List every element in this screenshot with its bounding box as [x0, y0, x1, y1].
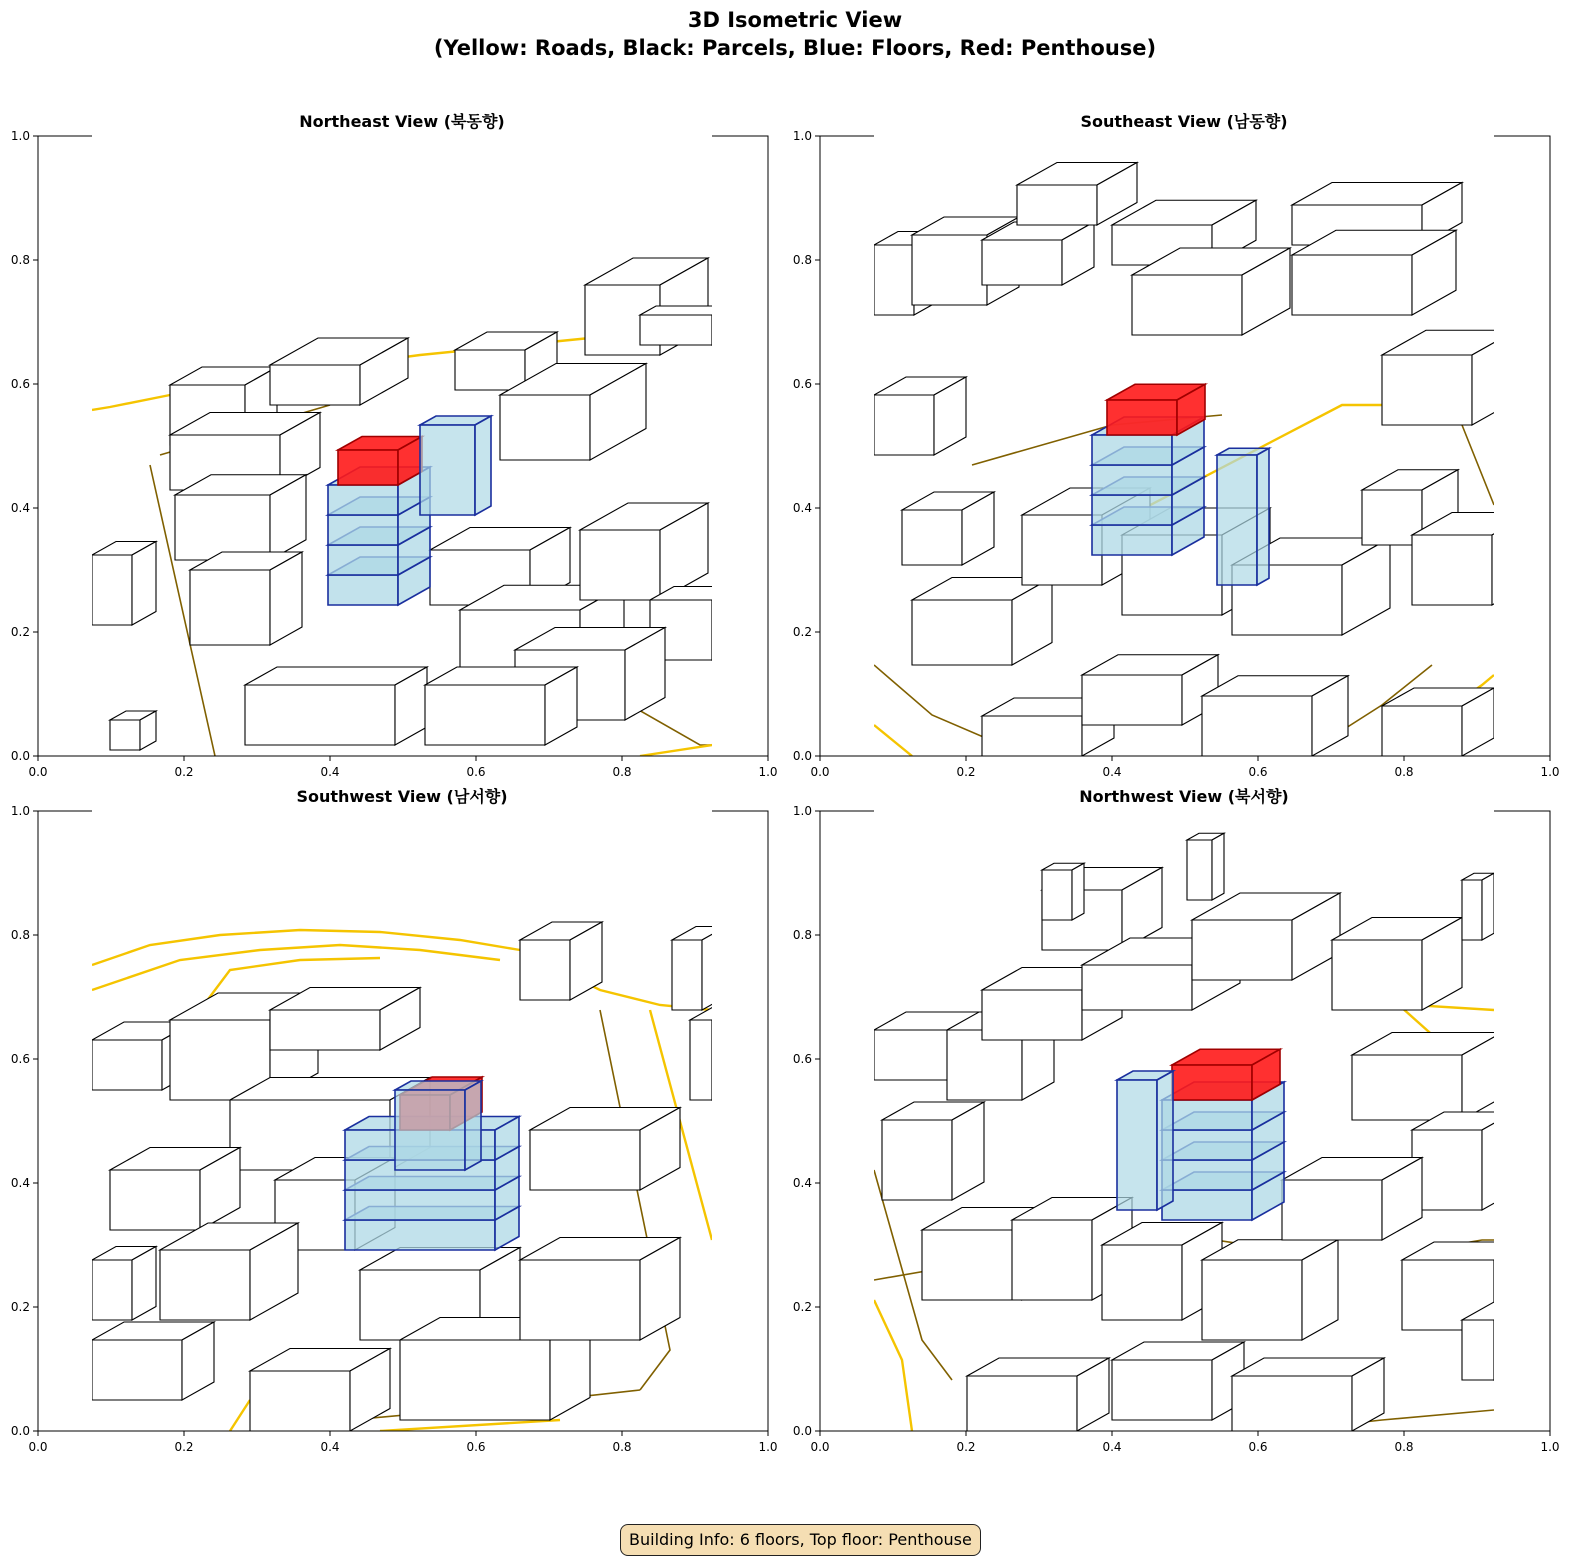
y-tick-label: 0.6	[792, 377, 812, 391]
parcel-block-top	[640, 306, 728, 315]
parcel-block-front	[520, 940, 570, 1000]
parcel-block	[874, 377, 966, 455]
panel-northeast-svg	[0, 105, 782, 785]
parcel-block	[967, 1358, 1109, 1431]
penthouse-front	[1107, 400, 1177, 435]
parcel-block-front	[1202, 696, 1312, 756]
parcel-block-front	[270, 365, 360, 405]
parcel-block	[882, 1102, 984, 1200]
parcel-block-side	[712, 306, 728, 345]
parcel-block	[1282, 1158, 1422, 1241]
x-tick-label: 0.8	[612, 765, 632, 779]
parcel-block-front	[1412, 535, 1492, 605]
road-line	[230, 1400, 250, 1431]
parcel-block	[270, 988, 420, 1051]
parcel-block-front	[92, 555, 132, 625]
parcel-block-front	[500, 395, 590, 460]
parcel-block	[902, 492, 994, 565]
parcel-block	[1412, 513, 1532, 606]
parcel-block	[110, 711, 156, 750]
y-tick-label: 0.2	[792, 1300, 812, 1314]
panel-northeast	[0, 105, 782, 785]
parcel-block	[175, 475, 306, 560]
figure-title-line1: 3D Isometric View	[687, 8, 903, 32]
parcel-block-front	[1112, 1360, 1212, 1420]
road-line	[640, 745, 712, 756]
y-tick-label: 0.8	[792, 253, 812, 267]
panel-northwest	[782, 780, 1564, 1460]
figure-title-line2: (Yellow: Roads, Black: Parcels, Blue: Floors, Red: Penthouse)	[433, 36, 1157, 60]
parcel-block	[672, 927, 726, 1011]
y-tick-label: 0.4	[10, 1176, 30, 1190]
parcel-block	[190, 552, 302, 645]
floor-slab	[395, 1081, 481, 1170]
panel-southwest	[0, 780, 782, 1460]
road-line	[92, 945, 500, 990]
parcel-block-front	[982, 240, 1062, 285]
y-tick-label: 1.0	[792, 129, 812, 143]
parcel-block	[250, 1349, 390, 1432]
parcel-block-front	[1282, 1180, 1382, 1240]
parcel-block	[160, 1223, 298, 1320]
parcel-block-top	[1402, 1242, 1526, 1260]
floor-slab-front	[1092, 525, 1172, 555]
parcel-block-top	[672, 927, 726, 941]
scene	[874, 833, 1526, 1431]
floor-slab	[1117, 1071, 1173, 1210]
parcel-block-front	[1332, 940, 1422, 1010]
y-tick-label: 0.0	[10, 1424, 30, 1438]
road-line	[1462, 425, 1494, 505]
parcel-block-front	[902, 510, 962, 565]
parcel-block	[1382, 330, 1516, 425]
parcel-block-side	[1494, 1302, 1526, 1380]
y-tick-label: 0.6	[10, 377, 30, 391]
parcel-block	[1202, 1240, 1338, 1340]
floor-slab	[1217, 448, 1269, 585]
road-line	[380, 1420, 560, 1431]
floor-slab-front	[395, 1090, 465, 1170]
parcel-block	[1132, 248, 1290, 335]
floor-slab-front	[1092, 435, 1172, 465]
x-tick-label: 0.0	[28, 765, 48, 779]
x-tick-label: 0.0	[810, 1440, 830, 1454]
x-tick-label: 0.4	[1102, 1440, 1122, 1454]
y-tick-label: 0.8	[10, 253, 30, 267]
parcel-block	[520, 922, 602, 1000]
parcel-block-front	[967, 1376, 1077, 1431]
parcel-block-front	[110, 1170, 200, 1230]
y-tick-label: 0.2	[792, 625, 812, 639]
x-tick-label: 0.0	[28, 1440, 48, 1454]
x-tick-label: 0.8	[1394, 1440, 1414, 1454]
parcel-block-front	[400, 1340, 550, 1420]
parcel-block	[245, 667, 427, 745]
parcel-block	[1412, 1112, 1514, 1210]
parcel-block-side	[1492, 513, 1532, 606]
x-tick-label: 1.0	[1540, 1440, 1560, 1454]
y-tick-label: 0.4	[792, 1176, 812, 1190]
parcel-block-front	[982, 716, 1082, 756]
parcel-block-front	[92, 1260, 132, 1320]
x-tick-label: 0.2	[956, 765, 976, 779]
building-info-box: Building Info: 6 floors, Top floor: Penthouse	[620, 1524, 981, 1556]
y-tick-label: 1.0	[10, 804, 30, 818]
parcel-block-front	[190, 570, 270, 645]
parcel-block-front	[1102, 1245, 1182, 1320]
parcel-block	[425, 667, 577, 745]
parcel-block-front	[1382, 706, 1462, 756]
parcel-block	[1382, 688, 1494, 756]
y-tick-label: 0.4	[10, 501, 30, 515]
floor-slab	[420, 416, 491, 515]
parcel-block-front	[1187, 840, 1212, 900]
parcel-block-front	[1232, 1376, 1352, 1431]
parcel-block-front	[922, 1230, 1022, 1300]
floor-slab-front	[420, 425, 475, 515]
parcel-block-side	[702, 927, 726, 1011]
parcel-block	[1332, 918, 1462, 1011]
x-tick-label: 0.6	[1248, 1440, 1268, 1454]
parcel-block-front	[1382, 355, 1472, 425]
parcel-block-front	[982, 990, 1082, 1040]
x-tick-label: 1.0	[1540, 765, 1560, 779]
parcel-block	[270, 338, 408, 405]
parcel-block-front	[1462, 1320, 1494, 1380]
parcel-block-front	[912, 235, 987, 305]
parcel-block	[520, 1238, 680, 1341]
parcel-block	[1017, 163, 1137, 226]
x-tick-label: 1.0	[758, 1440, 778, 1454]
y-tick-label: 0.2	[10, 625, 30, 639]
y-tick-label: 0.6	[792, 1052, 812, 1066]
panel-southeast	[782, 105, 1564, 785]
floor-slab-front	[1162, 1100, 1252, 1130]
x-tick-label: 0.4	[320, 765, 340, 779]
parcel-block	[1042, 863, 1084, 920]
road-line	[874, 1300, 912, 1431]
road-line	[874, 725, 912, 756]
parcel-block-front	[912, 600, 1012, 665]
parcel-block-front	[640, 315, 712, 345]
panel-northwest-svg	[782, 780, 1564, 1460]
penthouse-front	[338, 450, 398, 485]
x-tick-label: 0.8	[1394, 765, 1414, 779]
parcel-block-top	[1382, 330, 1516, 355]
parcel-block-side	[132, 542, 156, 626]
parcel-block	[1352, 1033, 1502, 1121]
floor-slab-front	[1162, 1130, 1252, 1160]
parcel-block	[530, 1108, 680, 1191]
floor-slab-front	[328, 515, 398, 545]
scene	[874, 163, 1532, 757]
penthouse	[338, 437, 422, 486]
panel-title: Northwest View (북서향)	[1079, 787, 1289, 806]
y-tick-label: 0.8	[10, 928, 30, 942]
parcel-block-side	[1482, 1112, 1514, 1210]
floor-slab-side	[465, 1081, 481, 1170]
x-tick-label: 0.2	[956, 1440, 976, 1454]
y-tick-label: 0.0	[10, 749, 30, 763]
floor-slab-front	[345, 1220, 495, 1250]
floor-slab-front	[345, 1190, 495, 1220]
scene	[92, 922, 736, 1431]
y-tick-label: 0.6	[10, 1052, 30, 1066]
panel-title: Southeast View (남동향)	[1080, 112, 1288, 131]
parcel-block-front	[245, 685, 395, 745]
x-tick-label: 0.8	[612, 1440, 632, 1454]
parcel-block-front	[1202, 1260, 1302, 1340]
penthouse	[1107, 384, 1205, 435]
floor-slab-front	[328, 545, 398, 575]
floor-slab-side	[1257, 448, 1269, 585]
parcel-block-side	[712, 587, 736, 661]
penthouse-front	[1172, 1065, 1252, 1100]
parcel-block	[912, 578, 1052, 666]
parcel-block-front	[690, 1020, 712, 1100]
figure-title	[0, 6, 1590, 62]
parcel-block-front	[92, 1340, 182, 1400]
parcel-block-front	[530, 1130, 640, 1190]
x-tick-label: 0.6	[1248, 765, 1268, 779]
parcel-block-front	[520, 1260, 640, 1340]
parcel-block-front	[92, 1040, 162, 1090]
parcel-block	[982, 222, 1094, 285]
x-tick-label: 0.0	[810, 765, 830, 779]
parcel-block-side	[1212, 833, 1224, 900]
parcel-block	[1192, 893, 1340, 980]
panel-southwest-svg	[0, 780, 782, 1460]
x-tick-label: 0.4	[320, 1440, 340, 1454]
y-tick-label: 0.0	[792, 749, 812, 763]
y-tick-label: 0.4	[792, 501, 812, 515]
floor-slab-front	[1162, 1160, 1252, 1190]
parcel-block-front	[110, 720, 140, 750]
parcel-block-front	[270, 1010, 380, 1050]
parcel-block	[640, 306, 728, 345]
panel-title: Southwest View (남서향)	[296, 787, 508, 806]
floor-slab-front	[1117, 1080, 1157, 1210]
parcel-block	[92, 1322, 214, 1400]
parcel-block-front	[1082, 675, 1182, 725]
x-tick-label: 0.6	[466, 1440, 486, 1454]
floor-slab-front	[1162, 1190, 1252, 1220]
parcel-block	[110, 1148, 240, 1231]
y-tick-label: 0.8	[792, 928, 812, 942]
parcel-block-front	[160, 1250, 250, 1320]
parcel-block-front	[1082, 965, 1192, 1010]
parcel-block	[1462, 873, 1494, 940]
parcel-block-front	[1292, 255, 1412, 315]
parcel-block-front	[1012, 1220, 1092, 1300]
y-tick-label: 0.2	[10, 1300, 30, 1314]
parcel-block-side	[1072, 863, 1084, 920]
parcel-block-front	[425, 685, 545, 745]
parcel-block-front	[1017, 185, 1097, 225]
y-tick-label: 0.0	[792, 1424, 812, 1438]
panel-southeast-svg	[782, 105, 1564, 785]
parcel-block	[1112, 1342, 1244, 1420]
parcel-block	[92, 1247, 156, 1321]
floor-slab-side	[475, 416, 491, 515]
parcel-block-side	[712, 1007, 736, 1101]
floor-slab-front	[328, 485, 398, 515]
x-tick-label: 0.6	[466, 765, 486, 779]
parcel-block-front	[250, 1371, 350, 1431]
floor-slab-front	[1217, 455, 1257, 585]
parcel-block-front	[874, 245, 914, 315]
parcel-block-front	[455, 350, 525, 390]
floor-slab-front	[1092, 495, 1172, 525]
penthouse	[1172, 1049, 1280, 1100]
parcel-block-side	[1482, 873, 1494, 940]
parcel-block	[580, 503, 708, 600]
y-tick-label: 1.0	[792, 804, 812, 818]
parcel-block	[1202, 676, 1348, 756]
parcel-block-side	[132, 1247, 156, 1321]
parcel-block-front	[672, 940, 702, 1010]
floor-slab-front	[1092, 465, 1172, 495]
parcel-block	[1232, 1358, 1384, 1431]
parcel-block	[92, 542, 156, 626]
y-tick-label: 1.0	[10, 129, 30, 143]
parcel-block-front	[1352, 1055, 1462, 1120]
parcel-block	[690, 1007, 736, 1101]
parcel-block-front	[1132, 275, 1242, 335]
parcel-block	[1292, 230, 1456, 315]
floor-slab-front	[328, 575, 398, 605]
parcel-block-front	[882, 1120, 952, 1200]
x-tick-label: 1.0	[758, 765, 778, 779]
parcel-block-front	[874, 395, 934, 455]
parcel-block	[1187, 833, 1224, 900]
scene	[92, 258, 736, 756]
parcel-block	[1082, 655, 1218, 725]
parcel-block-front	[175, 495, 270, 560]
parcel-block-side	[952, 1102, 984, 1200]
x-tick-label: 0.4	[1102, 765, 1122, 779]
x-tick-label: 0.2	[174, 765, 194, 779]
parcel-block-front	[1042, 870, 1072, 920]
parcel-block-front	[1192, 920, 1292, 980]
parcel-block-side	[1494, 1242, 1526, 1330]
parcel-block	[1402, 1242, 1526, 1330]
parcel-block-front	[874, 1030, 954, 1080]
x-tick-label: 0.2	[174, 1440, 194, 1454]
parcel-block-front	[580, 530, 660, 600]
parcel-block-front	[1462, 880, 1482, 940]
panel-title: Northeast View (북동향)	[299, 112, 505, 131]
floor-slab-side	[1157, 1071, 1173, 1210]
